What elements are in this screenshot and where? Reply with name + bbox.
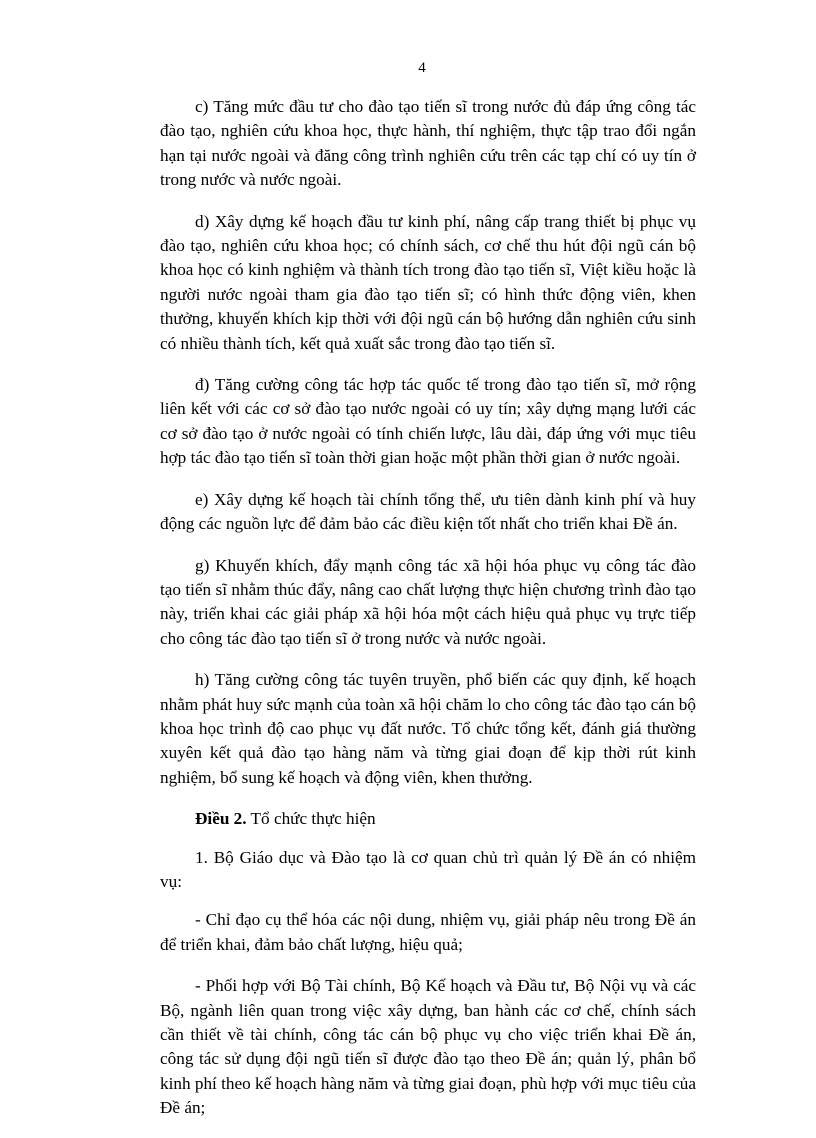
dash-item-2: - Phối hợp với Bộ Tài chính, Bộ Kế hoạch và Đầu tư, Bộ Nội vụ và các Bộ, ngành liên quan trong việc xây dựng, ban hành các cơ chế, chính sách cần thiết về tài chính, công tác cán bộ phục vụ cho việc triển khai Đề án, công tác sử dụng đội ngũ tiến sĩ được đào tạo theo Đề án; quản lý, phân bổ kinh phí theo kế hoạch hàng năm và từng giai đoạn, phù hợp với mục tiêu của Đề án; [160,976,696,1118]
paragraph-c: c) Tăng mức đầu tư cho đào tạo tiến sĩ trong nước đủ đáp ứng công tác đào tạo, nghiên cứu khoa học, thực hành, thí nghiệm, thực tập trao đổi ngắn hạn tại nước ngoài và đăng công trình nghiên cứu trên các tạp chí có uy tín ở trong nước và nước ngoài. [160,97,696,190]
item-1: 1. Bộ Giáo dục và Đào tạo là cơ quan chủ trì quản lý Đề án có nhiệm vụ: [160,847,696,891]
article-2-heading [160,807,696,831]
article-title: Tổ chức thực hiện [246,809,376,829]
article-label: Điều 2. [195,809,247,829]
paragraph-h: h) Tăng cường công tác tuyên truyền, phổ biến các quy định, kế hoạch nhằm phát huy sức mạnh của toàn xã hội chăm lo cho công tác đào tạo cán bộ khoa học trình độ cao phục vụ đất nước. Tổ chức tổng kết, đánh giá thường xuyên kết quả đào tạo hàng năm và từng giai đoạn để kịp thời rút kinh nghiệm, bổ sung kế hoạch và động viên, khen thưởng. [160,670,696,787]
paragraph-g: g) Khuyến khích, đẩy mạnh công tác xã hội hóa phục vụ công tác đào tạo tiến sĩ nhằm thúc đẩy, nâng cao chất lượng thực hiện chương trình đào tạo này, triển khai các giải pháp xã hội hóa một cách hiệu quả phục vụ trực tiếp cho công tác đào tạo tiến sĩ ở trong nước và nước ngoài. [160,555,696,648]
document-body [160,95,696,1138]
paragraph-dd: đ) Tăng cường công tác hợp tác quốc tế trong đào tạo tiến sĩ, mở rộng liên kết với các cơ sở đào tạo nước ngoài có uy tín; xây dựng mạng lưới các cơ sở đào tạo ở nước ngoài có tính chiến lược, lâu dài, đáp ứng với mục tiêu hợp tác đào tạo tiến sĩ toàn thời gian hoặc một phần thời gian ở nước ngoài. [160,375,696,468]
paragraph-e: e) Xây dựng kế hoạch tài chính tổng thể, ưu tiên dành kinh phí và huy động các nguồn lực để đảm bảo các điều kiện tốt nhất cho triển khai Đề án. [160,489,696,534]
page-number: 4 [418,60,426,76]
dash-item-1: - Chỉ đạo cụ thể hóa các nội dung, nhiệm vụ, giải pháp nêu trong Đề án để triển khai, đảm bảo chất lượng, hiệu quả; [160,910,696,954]
paragraph-d: d) Xây dựng kế hoạch đầu tư kinh phí, nâng cấp trang thiết bị phục vụ đào tạo, nghiên cứu khoa học; có chính sách, cơ chế thu hút đội ngũ cán bộ khoa học có kinh nghiệm và thành tích trong đào tạo tiến sĩ, Việt kiều hoặc là người nước ngoài tham gia đào tạo tiến sĩ; có hình thức động viên, khen thưởng, khuyến khích kịp thời với đội ngũ cán bộ hướng dẫn nghiên cứu sinh có nhiều thành tích, kết quả xuất sắc trong đào tạo tiến sĩ. [160,211,696,353]
